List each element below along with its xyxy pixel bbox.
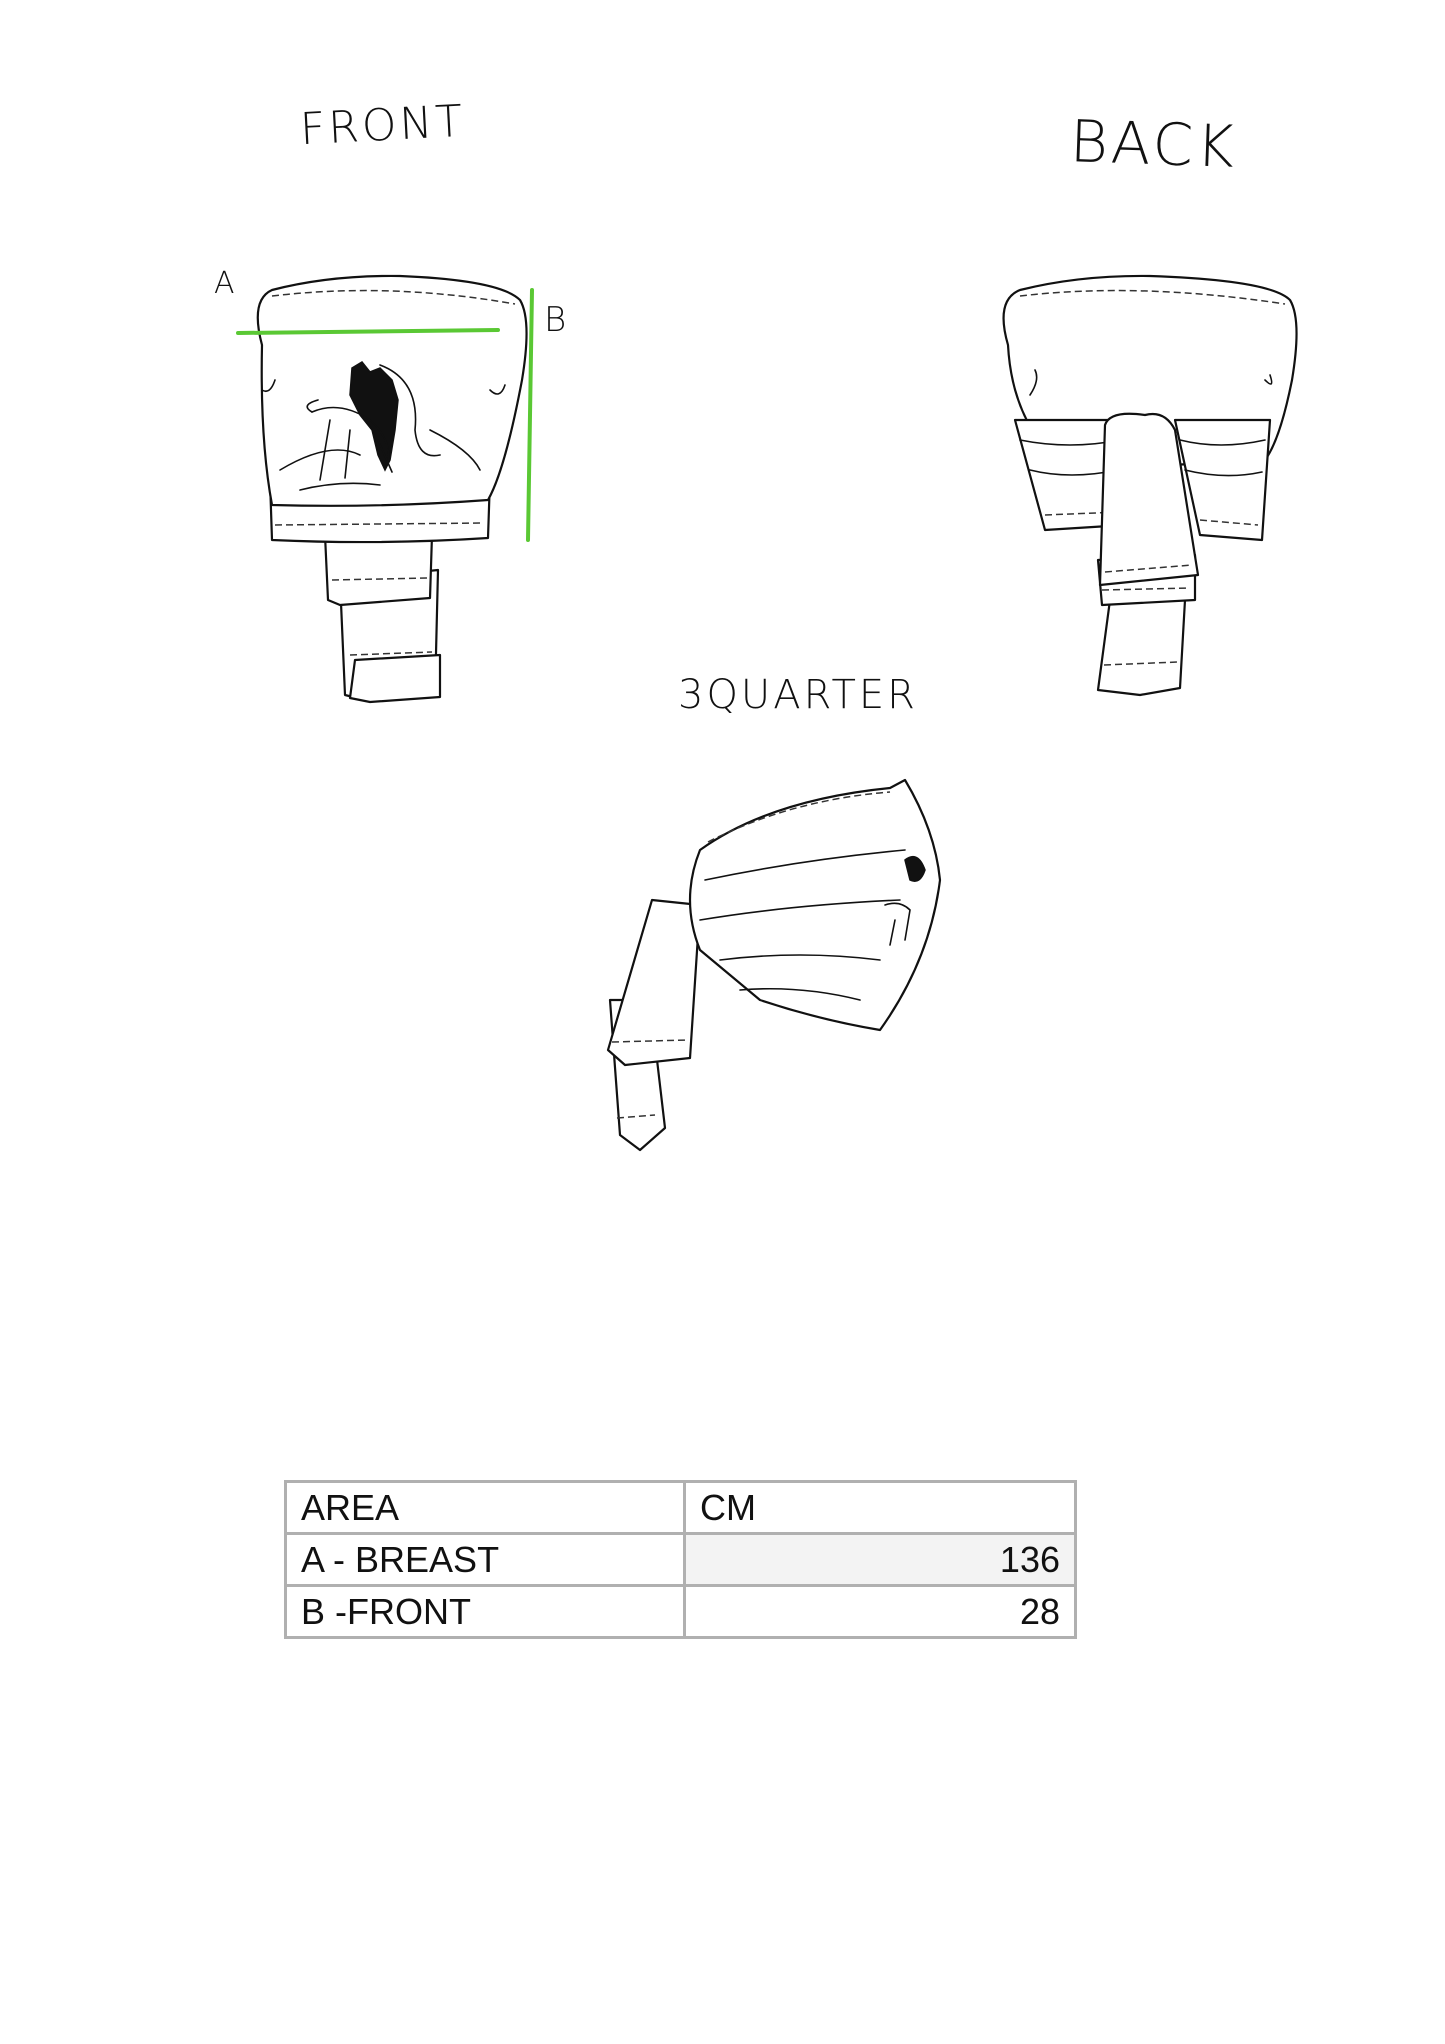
three-quarter-view-sketch bbox=[608, 780, 940, 1150]
cm-cell: 28 bbox=[685, 1586, 1076, 1638]
measurements-table bbox=[284, 1480, 1077, 1639]
three-quarter-view-label: 3QUARTER bbox=[678, 672, 918, 718]
measure-marker-b: B bbox=[544, 300, 570, 340]
header-cm: CM bbox=[685, 1482, 1076, 1534]
area-cell: A - BREAST bbox=[286, 1534, 685, 1586]
measure-marker-a: A bbox=[214, 266, 238, 301]
area-cell: B -FRONT bbox=[286, 1586, 685, 1638]
table-row bbox=[286, 1534, 1076, 1586]
front-view-sketch bbox=[238, 276, 532, 702]
cm-cell: 136 bbox=[685, 1534, 1076, 1586]
table-header-row bbox=[286, 1482, 1076, 1534]
table-row bbox=[286, 1586, 1076, 1638]
back-view-sketch bbox=[1004, 276, 1297, 695]
back-view-label: BACK bbox=[1068, 107, 1239, 181]
header-area: AREA bbox=[286, 1482, 685, 1534]
front-view-label: FRONT bbox=[298, 95, 467, 156]
